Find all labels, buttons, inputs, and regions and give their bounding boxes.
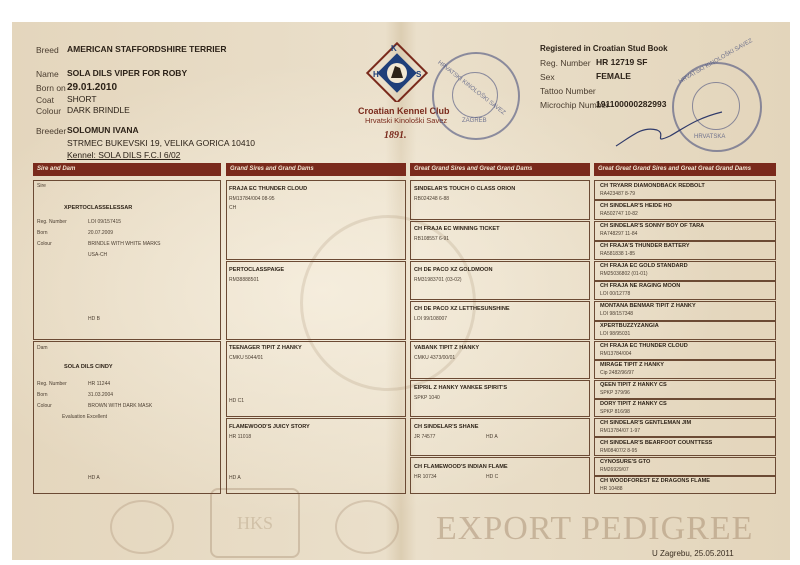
logo-letter-h: H [373,70,379,79]
grand-note: CH [229,205,237,211]
ggreat-name: CH SINDELAR'S BEARFOOT COUNTTESS [600,440,713,446]
grand-box [226,341,406,417]
breeder-address: STRMEC BUKEVSKI 19, VELIKA GORICA 10410 [67,138,256,148]
ggreat-reg: HR 10488 [600,486,623,492]
ggreat-name: QEEN TIPIT Z HANKY CS [600,382,667,388]
great-reg: LOI 99/108007 [414,316,448,322]
ggreat-name: CYNOSURE'S GTO [600,459,651,465]
grand-name: FRAJA EC THUNDER CLOUD [229,186,308,192]
great-reg: CMKU 4373/00/01 [414,355,456,361]
grand-box [226,180,406,260]
issue-date: U Zagrebu, 25.05.2011 [652,549,734,558]
club-name-hr: Hrvatski Kinološki Savez [365,116,448,125]
ggreat-reg: LOI 98/95031 [600,331,631,337]
dam-name: SOLA DILS CINDY [64,364,113,370]
ggreat-name: DORY TIPIT Z HANKY CS [600,401,667,407]
sire-born-label: Born [37,230,48,236]
coat-value: SHORT [67,94,97,104]
ggreat-reg: LOI 00/12778 [600,291,631,297]
dog-name: SOLA DILS VIPER FOR ROBY [67,68,188,78]
dam-reg-label: Reg. Number [37,381,67,387]
sire-reg-label: Reg. Number [37,219,67,225]
club-name-en: Croatian Kennel Club [358,106,450,116]
sire-born: 20.07.2009 [88,230,114,236]
grand-note: HD C1 [229,398,245,404]
stamp-right-city: HRVATSKA [694,134,726,140]
dam-born-label: Born [37,392,48,398]
ggreat-reg: LOI 98/157348 [600,311,634,317]
breed-label: Breed [36,45,59,55]
great-name: CH DE PACO XZ LETTHESUNSHINE [414,306,510,312]
stamp-left-city: ZAGREB [462,118,487,124]
logo-letter-k: K [391,44,397,53]
ggreat-name: CH FRAJA NE RAGING MOON [600,283,681,289]
grand-reg: HR 11018 [229,434,252,440]
ggreat-name: CH WOODFOREST EZ DRAGONS FLAME [600,478,711,484]
dam-colour-label: Colour [37,403,52,409]
breeder-label: Breeder [36,126,67,136]
great-reg: RM31983701 (03-02) [414,277,462,283]
sire-name: XPERTOCLASSELESSAR [64,205,133,211]
sire-hd: HD B [88,316,100,322]
grand-name: FLAMEWOOD'S JUICY STORY [229,424,310,430]
colour-label: Colour [36,106,62,116]
reg-number-label: Reg. Number [540,58,591,68]
coat-label: Coat [36,95,54,105]
sire-colour-label: Colour [37,241,52,247]
ggreat-reg: RM26929/07 [600,467,629,473]
column-header-grand: Grand Sires and Grand Dams [226,163,406,176]
great-name: CH FLAMEWOOD'S INDIAN FLAME [414,464,508,470]
dam-colour: BROWN WITH DARK MASK [88,403,153,409]
dam-evaluation: Evaluation Excellent [62,414,108,420]
colour-value: DARK BRINDLE [67,105,130,115]
great-reg: SPKP 1040 [414,395,440,401]
logo-letter-s: S [416,70,422,79]
ggreat-name: CH FRAJA EC THUNDER CLOUD [600,343,688,349]
ggreat-name: CH SINDELAR'S HEIDE HO [600,203,672,209]
ggreat-reg: SPKP 816/98 [600,409,630,415]
ggreat-name: CH FRAJA EC GOLD STANDARD [600,263,688,269]
sire-colour: BRINDLE WITH WHITE MARKS [88,241,161,247]
sex-value: FEMALE [596,71,631,81]
club-year: 1891. [384,130,407,141]
ggreat-reg: RM08407/2 8-95 [600,448,638,454]
ggreat-reg: RA502747 10-82 [600,211,638,217]
name-label: Name [36,69,59,79]
grand-note: HD A [229,475,241,481]
ggreat-reg: RM13784/004 [600,351,632,357]
born-label: Born on [36,83,66,93]
great-name: EIPRIL Z HANKY YANKEE SPIRIT'S [414,385,508,391]
great-name: CH FRAJA EC WINNING TICKET [414,226,500,232]
great-box [410,457,590,494]
footer-seal: HKS [210,488,300,558]
ggreat-reg: RA748297 11-84 [600,231,638,237]
ggreat-name: CH SINDELAR'S GENTLEMAN JIM [600,420,692,426]
ggreat-name: CH TRYARR DIAMONDBACK REDBOLT [600,183,705,189]
stamp-right-ring: HRVATSKI KINOLOŠKI SAVEZ [678,38,754,86]
great-reg: RB024248 6-88 [414,196,450,202]
kennel-name: Kennel: SOLA DILS F.C.I 6/02 [67,150,181,160]
ggreat-name: MIRAGE TIPIT Z HANKY [600,362,665,368]
ggreat-name: CH SINDELAR'S SONNY BOY OF TARA [600,223,705,229]
column-header-great-great: Great Great Grand Sires and Great Great Grand Dams [594,163,776,176]
great-name: SINDELAR'S TOUCH O CLASS ORION [414,186,516,192]
sire-role: Sire [37,183,46,189]
signature [612,106,732,156]
ggreat-reg: RM25036802 (01-01) [600,271,648,277]
ggreat-reg: SPKP 379/96 [600,390,630,396]
breed-value: AMERICAN STAFFORDSHIRE TERRIER [67,44,227,54]
grand-reg: CMKU 5044/01 [229,355,264,361]
born-value: 29.01.2010 [67,82,118,93]
grand-reg: RM13784/004 08-95 [229,196,275,202]
great-name: CH SINDELAR'S SHANE [414,424,479,430]
ggreat-reg: RA581838 1-85 [600,251,636,257]
grand-name: TEENAGER TIPIT Z HANKY [229,345,302,351]
dam-born: 31.03.2004 [88,392,114,398]
tattoo-label: Tattoo Number [540,86,596,96]
column-header-great: Great Grand Sires and Great Grand Dams [410,163,590,176]
registered-title: Registered in Croatian Stud Book [540,44,668,53]
sire-title: USA-CH [88,252,108,258]
great-name: VABANK TIPIT Z HANKY [414,345,480,351]
breeder-value: SOLOMUN IVANA [67,125,139,135]
great-reg: JR 74577 [414,434,436,440]
ggreat-reg: Cip 2482/96/97 [600,370,634,376]
great-reg: RB108557 6-91 [414,236,450,242]
great-note: HD A [486,434,498,440]
ggreat-reg: RM13784/07 1-97 [600,428,641,434]
footer-seal-left [110,500,174,554]
great-note: HD C [486,474,499,480]
dam-reg: HR 11244 [88,381,111,387]
footer-seal-right [335,500,399,554]
great-name: CH DE PACO XZ GOLDMOON [414,267,493,273]
great-reg: HR 10734 [414,474,437,480]
sire-reg: LOI 09/157415 [88,219,122,225]
grand-reg: RM38888501 [229,277,260,283]
grand-name: PERTOCLASSPAIGE [229,267,285,273]
dam-hd: HD A [88,475,100,481]
dam-role: Dam [37,345,48,351]
column-header-sire-dam: Sire and Dam [33,163,221,176]
ggreat-name: XPERTBUZZYZANGIA [600,323,659,329]
reg-number-value: HR 12719 SF [596,57,648,67]
sire-box [33,180,221,340]
stamp-left-ring: HRVATSKI KINOLOŠKI SAVEZ [436,60,507,117]
chip-value: 191100000282993 [596,99,667,109]
sex-label: Sex [540,72,555,82]
ggreat-name: CH FRAJA'S THUNDER BATTERY [600,243,690,249]
chip-label: Microchip Number [540,100,609,110]
ggreat-name: MONTANA BENMAR TIPIT Z HANKY [600,303,696,309]
footer-watermark: EXPORT PEDIGREE [436,510,754,547]
ggreat-reg: RA423487 8-79 [600,191,636,197]
